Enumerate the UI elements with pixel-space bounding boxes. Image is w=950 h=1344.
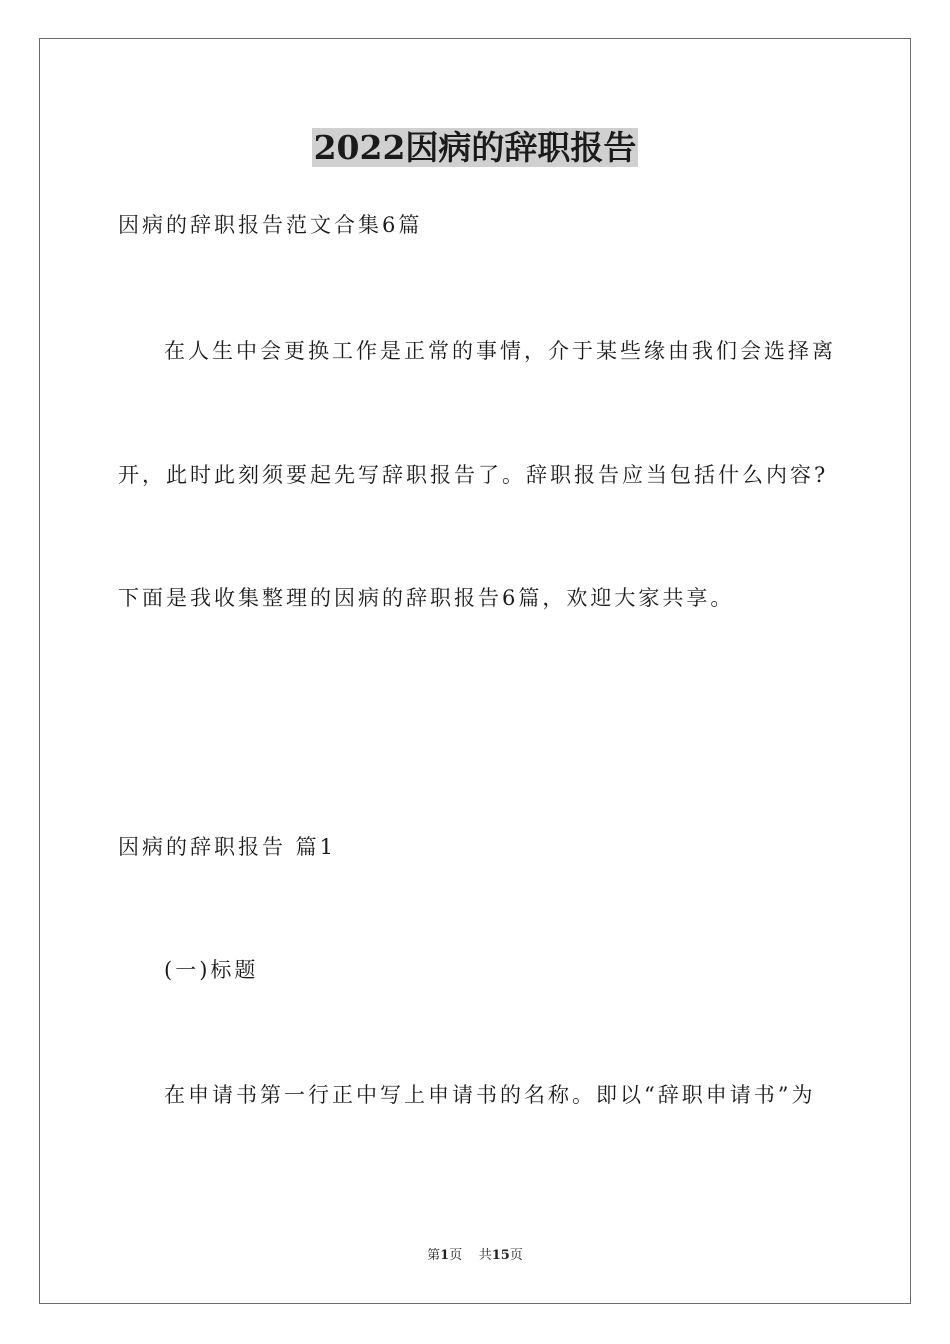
intro-line-1: 在人生中会更换工作是正常的事情，介于某些缘由我们会选择离 [164, 339, 836, 363]
document-title-text: 2022因病的辞职报告 [313, 128, 637, 167]
footer-total-prefix: 共 [478, 1248, 492, 1263]
section-heading: 因病的辞职报告 篇1 [118, 835, 337, 859]
footer-page-suffix: 页 [449, 1248, 463, 1263]
document-subtitle: 因病的辞职报告范文合集6篇 [118, 213, 423, 237]
body-line-1: 在申请书第一行正中写上申请书的名称。即以“辞职申请书”为 [164, 1083, 816, 1107]
page-footer [0, 1247, 950, 1265]
subheading: (一)标题 [164, 958, 259, 982]
intro-line-2: 开，此时此刻须要起先写辞职报告了。辞职报告应当包括什么内容? [118, 463, 829, 487]
footer-page-prefix: 第 [427, 1248, 441, 1263]
footer-page-total: 15 [491, 1248, 510, 1263]
document-title [0, 126, 950, 170]
footer-page-current: 1 [440, 1248, 450, 1263]
intro-line-3: 下面是我收集整理的因病的辞职报告6篇，欢迎大家共享。 [118, 586, 735, 610]
footer-total-suffix: 页 [509, 1248, 523, 1263]
